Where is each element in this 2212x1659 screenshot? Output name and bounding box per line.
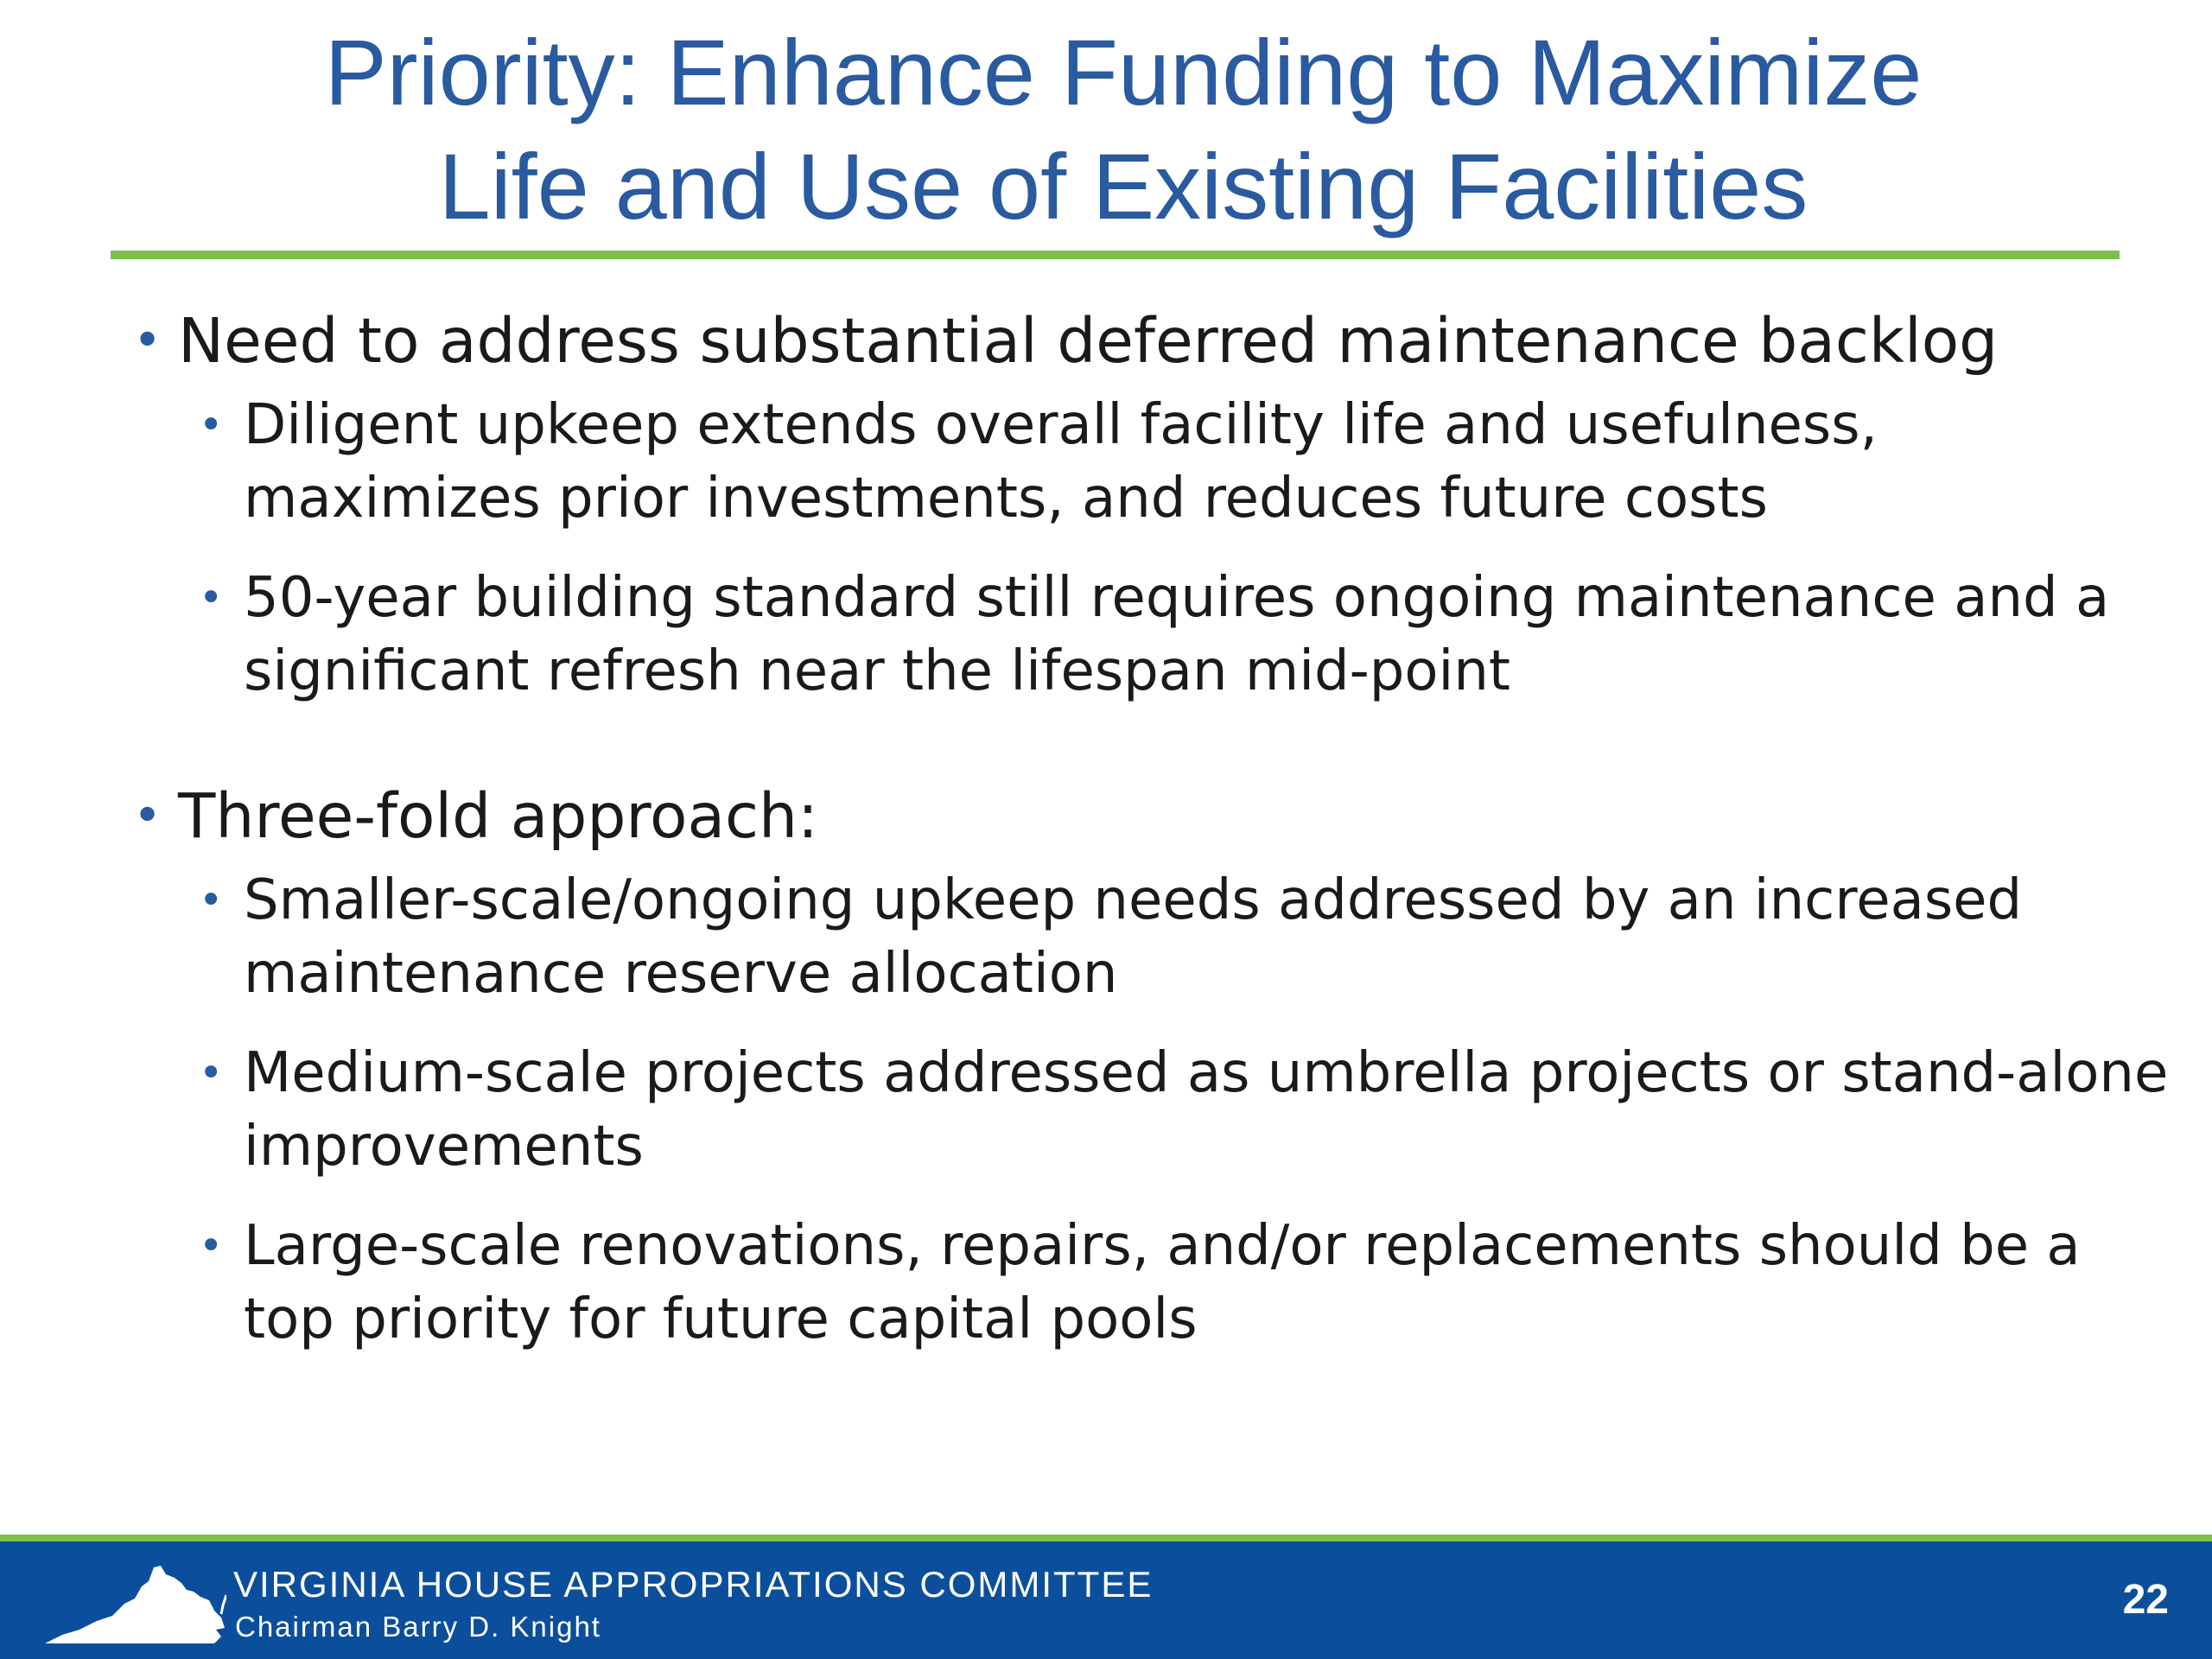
sub-bullet-text: Medium-scale projects addressed as umbrella projects or stand-alone improvements	[244, 1041, 2169, 1179]
sub-bullet-text: 50-year building standard still requires ongoing maintenance and a significant refresh near the lifespan mid-point	[244, 566, 2110, 703]
title-line-1: Priority: Enhance Funding to Maximize	[324, 20, 1923, 124]
footer-chairman: Chairman Barry D. Knight	[235, 1611, 601, 1643]
title-divider	[111, 251, 2120, 259]
footer-organization: VIRGINIA HOUSE APPROPRIATIONS COMMITTEE	[233, 1564, 1154, 1605]
sub-bullet-item	[199, 389, 2179, 536]
sub-bullet-item	[199, 562, 2179, 709]
bullet-icon: •	[133, 313, 162, 369]
bullet-icon: •	[199, 1222, 224, 1270]
bullet-icon: •	[199, 401, 224, 449]
slide-title	[111, 16, 2136, 244]
bullet-icon: •	[133, 788, 162, 844]
virginia-state-outline-icon	[45, 1560, 226, 1647]
title-line-2: Life and Use of Existing Facilities	[438, 134, 1808, 238]
bullet-icon: •	[199, 1049, 224, 1097]
bullet-list	[130, 302, 2169, 1382]
bullet-item	[130, 778, 2117, 855]
bullet-text: Three-fold approach:	[178, 780, 818, 852]
bullet-text: Need to address substantial deferred maintenance backlog	[178, 305, 1999, 377]
bullet-item	[130, 302, 2117, 380]
sub-bullet-item	[199, 1210, 2179, 1357]
page-number: 22	[2122, 1577, 2169, 1623]
sub-bullet-text: Large-scale renovations, repairs, and/or replacements should be a top priority for future capital pools	[244, 1214, 2081, 1351]
sub-bullet-item	[199, 1037, 2179, 1184]
sub-bullet-text: Smaller-scale/ongoing upkeep needs addressed by an increased maintenance reserve allocation	[244, 868, 2023, 1006]
footer-bar	[0, 1541, 2212, 1659]
bullet-icon: •	[199, 574, 224, 622]
sub-bullet-text: Diligent upkeep extends overall facility life and usefulness, maximizes prior investments, and reduces future costs	[244, 393, 1878, 531]
footer-divider	[0, 1535, 2212, 1541]
bullet-icon: •	[199, 876, 224, 925]
sub-bullet-item	[199, 864, 2179, 1011]
